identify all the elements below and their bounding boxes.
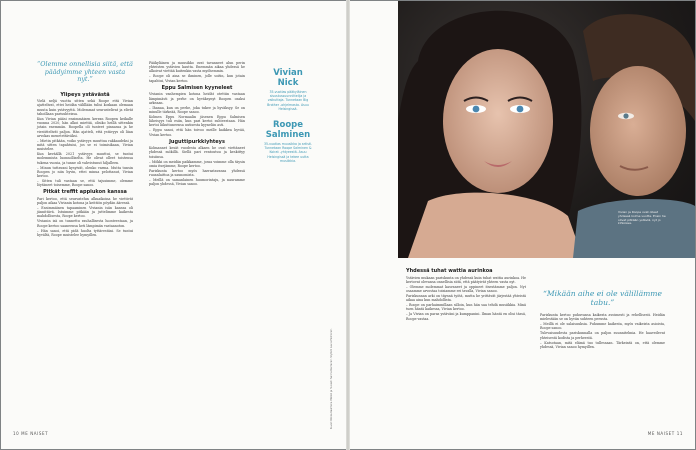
left-column-1 bbox=[37, 61, 133, 238]
heading-ylipeys: Ylipeys ystävästä bbox=[60, 91, 110, 98]
paragraph: – Ihanaa, kun on perhe, joka tukee ja hyväksyy. Se on minulle tärkeää, Roope sanoo. bbox=[149, 105, 245, 114]
right-column-2 bbox=[540, 289, 665, 350]
heading-tuhat-wattia: Yhdessä tuhat wattia aurinkoa bbox=[406, 268, 493, 274]
right-page bbox=[350, 1, 695, 449]
profile-text-roope: 35-vuotias muusikko ja artisti. Tunnetaan Roope Salminen & Koirat -yhtyeestä. Asuu Helsingissä ja tekee uutta musiikkia. bbox=[263, 142, 313, 163]
paragraph: – Ja Vivian on paras ystäväni ja kumppanini. Ilman häntä en olisi tässä, Roope vastaa. bbox=[406, 312, 526, 321]
left-column-2 bbox=[149, 61, 245, 187]
photo-credit bbox=[328, 301, 340, 431]
left-col2-paras2 bbox=[149, 92, 245, 136]
photo-credit-text: Kuvat: Riikka Vaahtera. Meikki ja hiukset: Sanna Rantanen. Stylisti: Laura Heinonen. bbox=[330, 328, 333, 429]
paragraph: – Minun tuttavani kysyivät, olenko varma. Mutta tunsin Roopen jo niin hyvin, ettei minua pelottanut, Vivian kertoo. bbox=[37, 165, 133, 178]
paragraph: Pariskunta kertoo puhuvansa kaikesta avoimesti ja rehellisesti. Heidän mielestään se on hyvän suhteen perusta. bbox=[540, 313, 665, 322]
heading-pitkat-treffit: Pitkät treffit appiukon kanssa bbox=[43, 189, 127, 196]
heading-eppu-salminen: Eppu Salmisen kyyneleet bbox=[161, 84, 233, 91]
paragraph: Pääkyläinen ja muusikko ovat tavanneet alun perin yhteisten ystävien kautta. Enemmän aikaa yhdessä he alkoivat viettää kuitenkin vasta myöhemmin. bbox=[149, 61, 245, 74]
paragraph: – Eppu sanoi, että hän toivoo meille kaikkea hyvää, Vivian kertoo. bbox=[149, 128, 245, 137]
paragraph: Pari kertoo, että seurustelun alkuaikoina he viettivät paljon aikaa Vivianin kotona ja keittiön pöydän ääressä. bbox=[37, 196, 133, 206]
paragraph: Kolmannet kesät vuodesta alkaen he ovat viettäneet yhdessä mökillä. Siellä pari rentoutuu ja keskittyy toisiinsa. bbox=[149, 146, 245, 159]
paragraph: – Sitten tuli vastaan se, että tajusimme, olemme löytäneet toisemme, Roope sanoo. bbox=[37, 178, 133, 188]
paragraph: – Olemme molemmat kasvaneet ja oppineet itsestämme paljon. Nyt osaamme arvostaa toisiamme eri tavalla, Vivian sanoo. bbox=[406, 284, 526, 293]
profile-sidebar bbox=[263, 69, 313, 163]
folio-left: 10 ME NAISET bbox=[13, 431, 49, 436]
couple-photo bbox=[398, 1, 695, 258]
paragraph: Tulevaisuudesta pariskunnalla on paljon suunnitelmia. He haaveilevat yhteisestä kodista ja perheestä. bbox=[540, 331, 665, 340]
left-col2-paras1 bbox=[149, 61, 245, 83]
paragraph: – Roope on parhaimmillaan silloin, kun hän saa tehdä musiikkia. Minä tuen häntä kaikessa, Vivian kertoo. bbox=[406, 303, 526, 312]
photo-caption: Vivian ja Roope ovat olleet yhdessä kolme vuotta. Ensin he olivat pitkään ystäviä, nyt jo kihloissa. bbox=[618, 210, 666, 226]
paragraph: – Meillä on samanlainen huumorintaju, ja nauramme paljon yhdessä, Vivian sanoo. bbox=[149, 178, 245, 187]
paragraph: Kolmen Eppu Normaalin jäsenen Eppu Salmisen läheisyys tuli esiin, kun pari kertoi suhteestaan. Hän kertoi liikuttuneensa uutisesta kyyneliin asti. bbox=[149, 114, 245, 128]
paragraph: – Roope oli aina se ihminen, jolle soitin, kun jotain tapahtui, Vivian kertoo. bbox=[149, 74, 245, 83]
paragraph: Vivianin isä on tunnettu rauhallisesta luonteestaan, ja Roope kertoo saaneensa heti lämpimän vastaanoton. bbox=[37, 219, 133, 228]
paragraph: Kun keväällä 2021 ystävyys muuttui, se tuntui molemmista luonnolliselta. He olivat olleet toistensa tukena vuosia, ja tunne oli vahvistunut hiljalleen. bbox=[37, 152, 133, 165]
pull-quote-right: “Mikään aihe ei ole välillämme tabu.” bbox=[542, 289, 662, 307]
paragraph: Kun Vivian pääsi ensimmäisen kerran Roopen keikalle vuonna 2020, hän alkoi miettiä, olisiko heillä sittenkin jotain enemmän. Roopella oli tunteet pinnassa ja he viestittelivät paljon. Hän ajatteli, että ystävyys oli liian arvokas menetettäväksi. bbox=[37, 116, 133, 138]
right-column-1 bbox=[406, 266, 526, 322]
heading-juguttipurkki: Juguttipurkkiyhteys bbox=[169, 138, 225, 145]
paragraph: – Meillä ei ole salaisuuksia. Puhumme kaikesta, myös vaikeista asioista, Roope sanoo. bbox=[540, 322, 665, 331]
profile-name-vivian: Vivian Nick bbox=[273, 68, 303, 88]
paragraph: Pariskunta kertoo myös harrastavansa yhdessä ruoanlaittoa ja saunomista. bbox=[149, 168, 245, 178]
left-col1-paras1 bbox=[37, 99, 133, 187]
paragraph: Vielä neljä vuotta sitten sekä Roope että Vivian ajattelivat, ettei heidän välillään tulisi koskaan olemaan muuta kuin ystävyyttä. Molemmat seurustelivat ja elivät tahoillaan parisuhteissa. bbox=[37, 99, 133, 116]
paragraph: – Mökki on meidän paikkamme, jossa voimme olla täysin omia itsejämme, Roope kertoo. bbox=[149, 159, 245, 168]
profile-name-roope: Roope Salminen bbox=[265, 120, 311, 140]
paragraph: Vivianin vanhempien kotona heidät otettiin vastaan lämpimästi ja perhe on hyväksynyt Roopen osaksi arkeaan. bbox=[149, 92, 245, 105]
pull-quote-left: “Olemme onnellisia siitä, että päädyimme yhteen vasta nyt.” bbox=[37, 60, 133, 84]
left-col1-paras2 bbox=[37, 197, 133, 237]
paragraph: – Ensimmäinen tapaaminen Vivianin isän kanssa oli jännittävä. Istuimme pitkään ja juttelimme kaikesta mahdollisesta, Roope kertoo. bbox=[37, 206, 133, 219]
paragraph: Ystävien mukaan pariskunta on yhdessä kuin tuhat wattia aurinkoa. He kertovat olevansa onnellisia siitä, että päätyivät yhteen vasta nyt. bbox=[406, 275, 526, 284]
left-page bbox=[1, 1, 346, 449]
left-col2-paras3 bbox=[149, 146, 245, 186]
paragraph: Pariskunnan arki on täynnä työtä, mutta he yrittävät järjestää yhteistä aikaa aina kun mahdollista. bbox=[406, 293, 526, 303]
folio-right: ME NAISET 11 bbox=[647, 431, 683, 436]
paragraph: – Hän sanoi, että pidä huolta tyttärestäni. Se tuntui hyvältä, Roope muistelee hymyillen. bbox=[37, 228, 133, 237]
paragraph: – Mietin pitkään, voiko ystävyys muuttua rakkaudeksi ja mitä sitten tapahtuisi, jos se ei toimisikaan, Vivian muistelee. bbox=[37, 138, 133, 152]
profile-text-vivian: 35-vuotias pääkyläinen sisustussuunnittelija ja vaikuttaja. Tunnetaan Big Brother -ohjelmasta. Asuu Helsingissä. bbox=[267, 90, 309, 111]
paragraph: – Katsotaan, mitä elämä tuo tullessaan. Tärkeintä on, että olemme yhdessä, Vivian sanoo hymyillen. bbox=[540, 340, 665, 349]
